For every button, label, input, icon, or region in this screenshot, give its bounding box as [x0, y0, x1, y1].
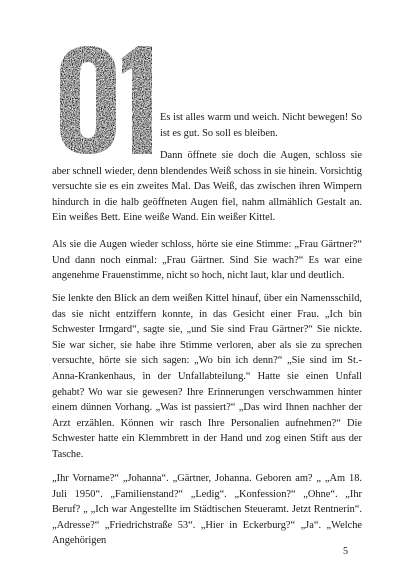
digit-zero — [60, 46, 116, 154]
chapter-number-graphic — [58, 44, 154, 156]
paragraph-2 — [52, 237, 362, 284]
paragraph-3-text: Sie lenkte den Blick an dem weißen Kittel hinauf, über ein Namensschild, das sie nicht entziffern konnte, in das Gesicht einer Frau. „Ich bin Schwester Irmgard“, sagte sie, „und Sie sind Frau Gärtner?“ Sie nickte. Sie war sicher, sie habe ihre Stimme verloren, aber als sie zu sprechen versuchte, hörte sie sich sagen: „Wo bin ich denn?“ „Sie sind im St.-Anna-Krankenhaus, in der Unfallabteilung.“ Hatte sie einen Unfall gehabt? Wo war sie gewesen? Ihre Erinnerungen verschwammen hinter einem dünnen Vorhang. „Was ist passiert?“ „Das wird Ihnen nachher der Arzt erzählen. Können wir rasch Ihre Personalien aufnehmen?“ Die Schwester hatte ein Klemmbrett in der Hand und zog einen Stift aus der Tasche. — [52, 293, 362, 460]
paragraph-4 — [52, 471, 362, 549]
lead-paragraph — [160, 110, 362, 141]
lead-text: Es ist alles warm und weich. Nicht bewegen! So ist es gut. So soll es bleiben. — [160, 112, 362, 139]
chapter-number — [58, 44, 154, 156]
page-number: 5 — [343, 546, 348, 557]
paragraph-4-text: „Ihr Vorname?“ „Johanna“. „Gärtner, Johanna. Geboren am? „ „Am 18. Juli 1950“. „Familienstand?“ „Ledig“. „Konfession?“ „Ohne“. „Ihr Beruf? „ „Ich war Angestellte im Städtischen Steueramt. Jetzt Rentnerin“. „Adresse?“ „Friedrichstraße 53“. „Hier in Eckerburg?“ „Ja“. „Welche Angehörigen — [52, 473, 362, 547]
paragraph-1-text: Dann öffnete sie doch die Augen, schloss sie aber schnell wieder, denn blendendes Weiß schoss in sie hinein. Vorsichtig versuchte sie es ein zweites Mal. Das Weiß, das zwischen ihren Wimpern hindurch in die halb geöffneten Augen fiel, nahm allmählich Gestalt an. Ein weißes Bett. Eine weiße Wand. Ein weißer Kittel. — [52, 150, 362, 224]
paragraph-2-text: Als sie die Augen wieder schloss, hörte sie eine Stimme: „Frau Gärtner?“ Und dann noch einmal: „Frau Gärtner. Sind Sie wach?“ Es war eine angenehme Frauenstimme, nicht so hoch, nicht laut, klar und deutlich. — [52, 239, 362, 282]
digit-one — [122, 46, 152, 154]
paragraph-3 — [52, 291, 362, 463]
paragraph-1 — [52, 148, 362, 226]
